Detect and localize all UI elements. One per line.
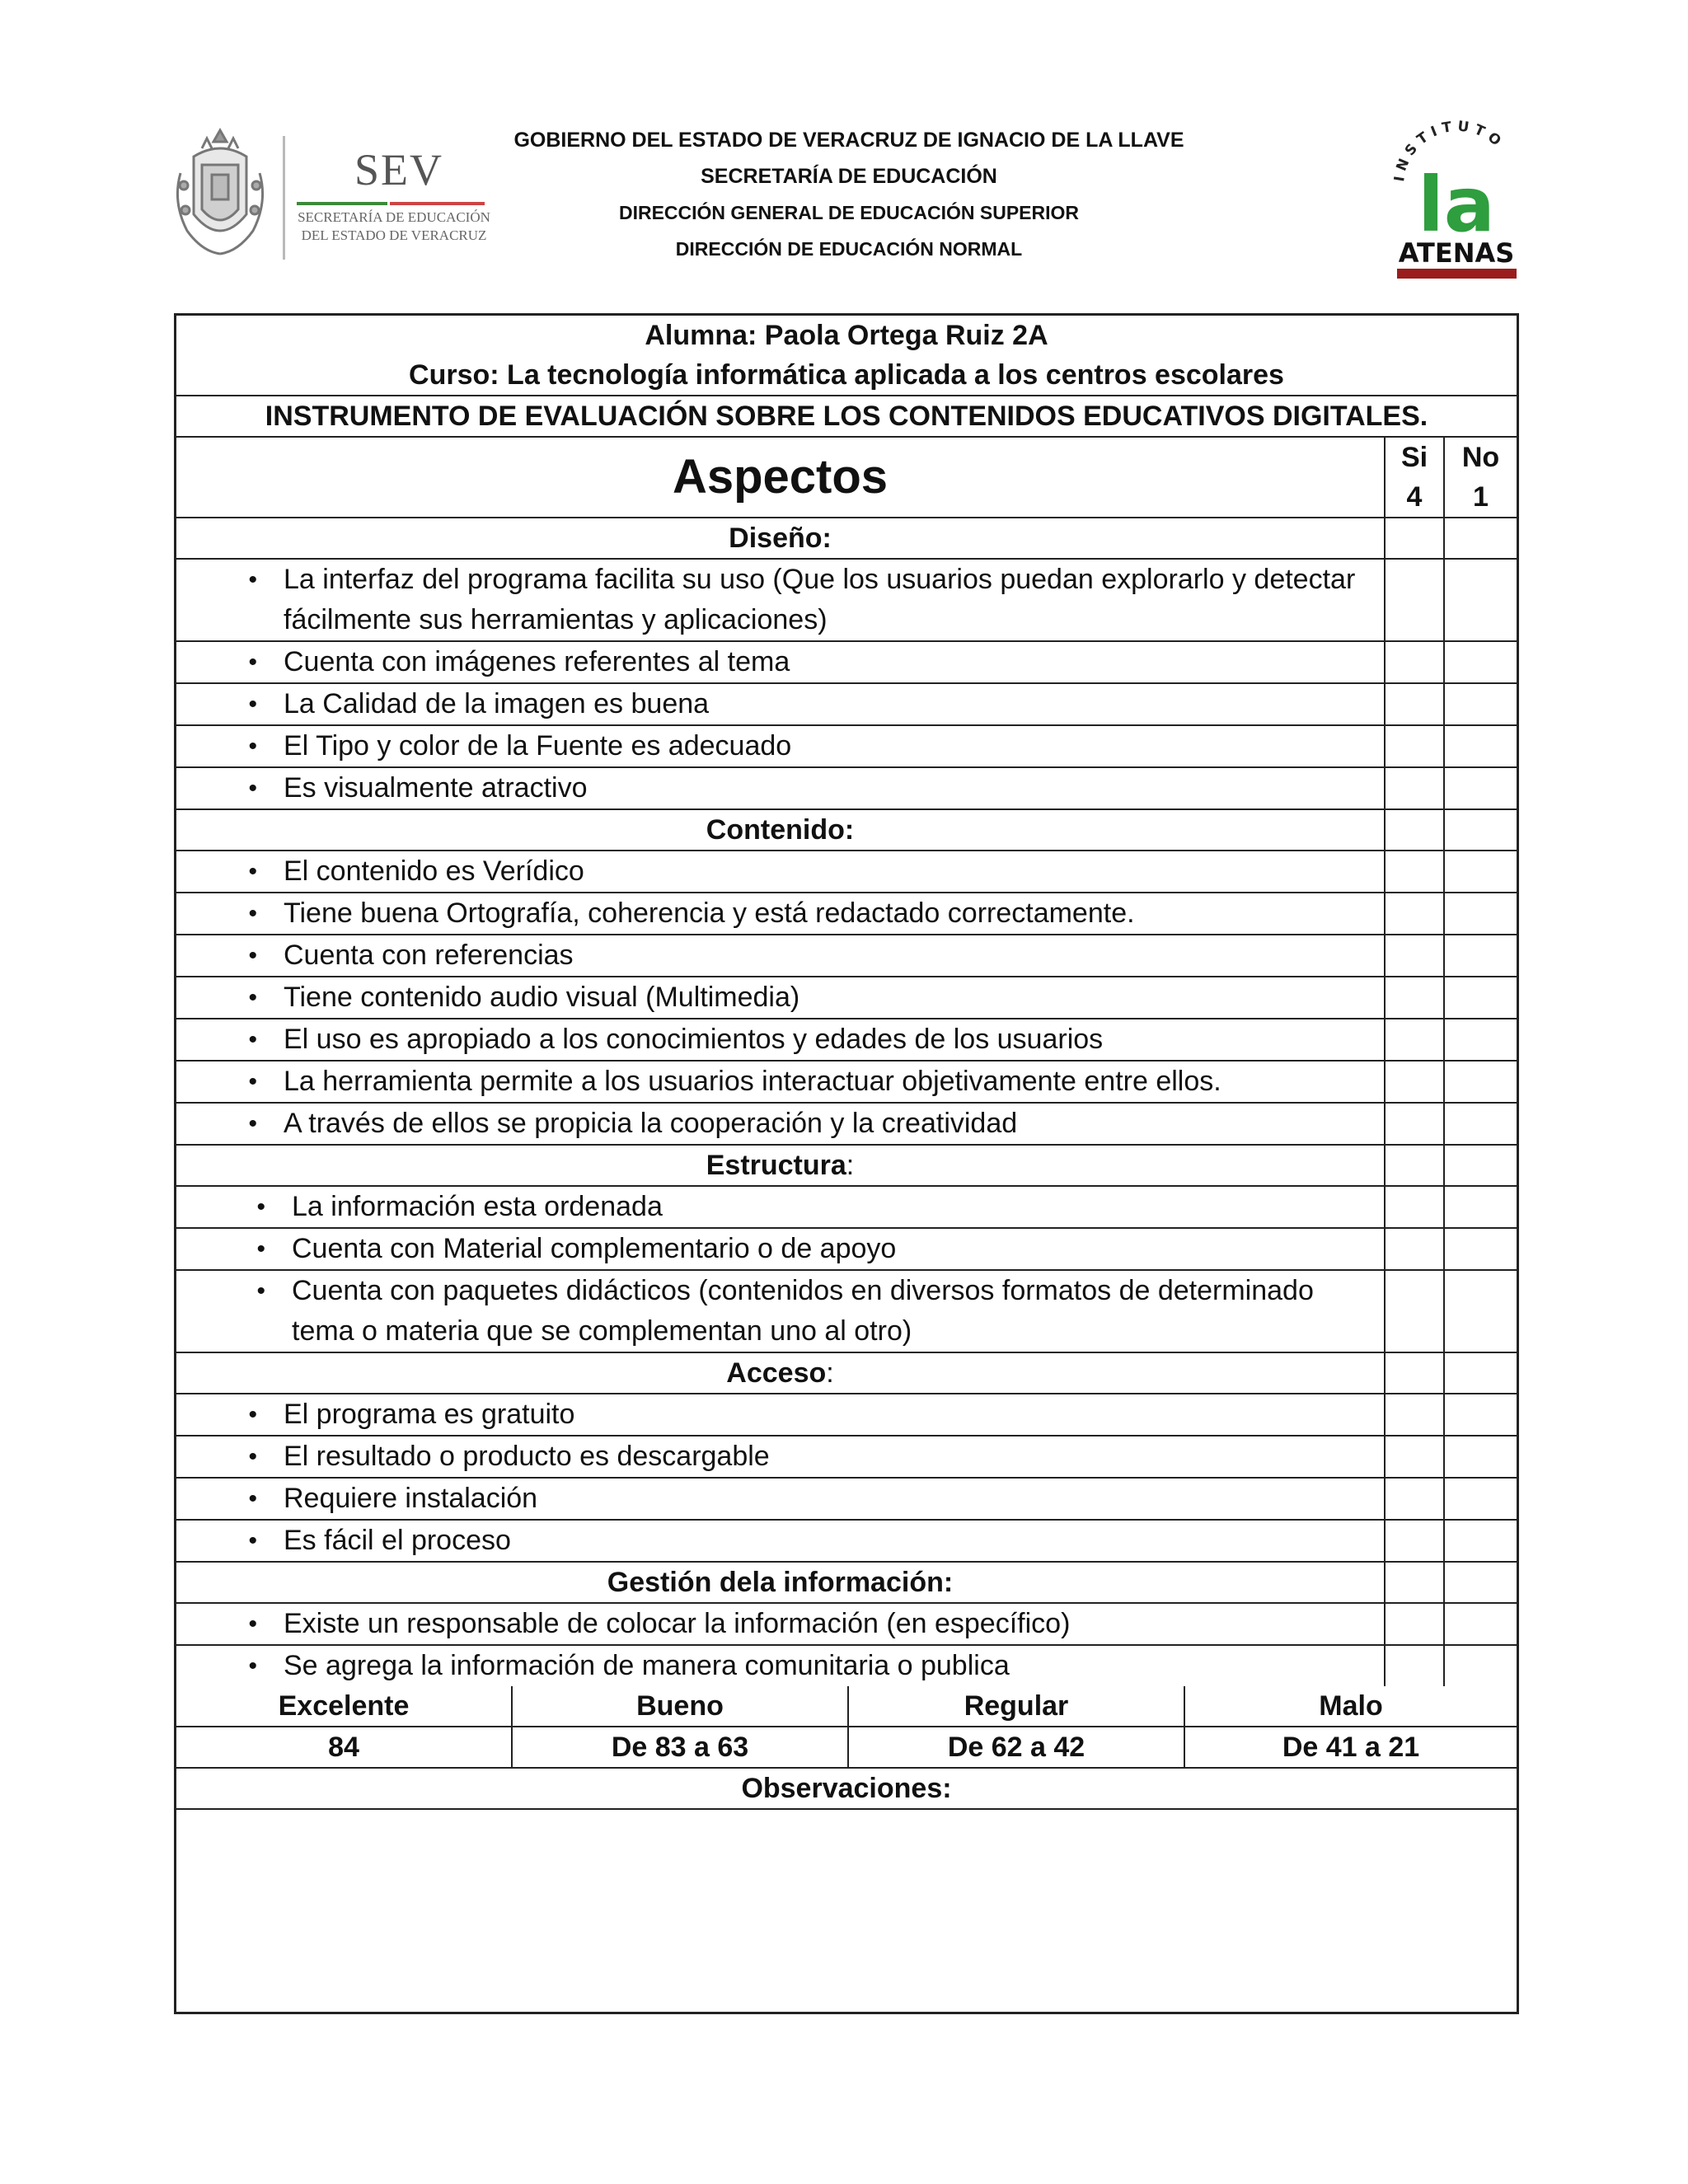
criterion-text: Cuenta con Material complementario o de apoyo [292,1233,897,1264]
no-checkbox-cell[interactable] [1445,1062,1517,1102]
yes-checkbox-cell[interactable] [1386,1436,1445,1477]
no-checkbox-cell[interactable] [1445,1353,1517,1393]
atenas-arc-text: INSTITUTO [1391,118,1508,183]
criterion-text: Cuenta con imágenes referentes al tema [284,646,790,677]
bullet-icon: • [256,1235,265,1263]
bullet-icon: • [248,942,257,969]
criterion [176,642,1386,682]
instituto-atenas-logo [1389,107,1525,284]
criterion-row [176,1436,1517,1479]
section-title-row [176,1563,1517,1604]
criterion-row [176,935,1517,977]
section-title [176,518,1386,558]
criterion-row [176,684,1517,726]
atenas-name: ATENAS [1398,237,1515,269]
bullet-icon: • [248,1527,257,1554]
bullet-icon: • [256,1277,265,1305]
criterion-text: El uso es apropiado a los conocimientos y edades de los usuarios [284,1024,1104,1055]
section-title-row [176,810,1517,851]
section-title-row [176,1353,1517,1394]
scale-label-bueno: Bueno [513,1686,849,1726]
section-title [176,1563,1386,1602]
sev-subtitle-line-2: DEL ESTADO DE VERACRUZ [301,227,487,243]
scale-label-regular: Regular [849,1686,1185,1726]
criterion [176,1104,1386,1144]
document-header [0,0,1688,305]
yes-checkbox-cell[interactable] [1386,1646,1445,1686]
criterion-text: El Tipo y color de la Fuente es adecuado [284,730,792,762]
bullet-icon: • [248,649,257,676]
header-line-secretaria: SECRETARÍA DE EDUCACIÓN [701,165,997,188]
criterion-row [176,1229,1517,1271]
yes-checkbox-cell[interactable] [1386,1521,1445,1561]
yes-checkbox-cell[interactable] [1386,1187,1445,1227]
scale-range-excelente: 84 [176,1727,513,1767]
criterion-text: Cuenta con referencias [284,940,574,971]
criterion-row [176,1394,1517,1436]
header-title-block [495,128,1203,273]
no-checkbox-cell[interactable] [1445,977,1517,1018]
criterion [176,1019,1386,1060]
criterion-text: A través de ellos se propicia la cooperación y la creatividad [284,1108,1018,1139]
criterion-text: Se agrega la información de manera comunitaria o publica [284,1650,1010,1681]
criterion [176,1521,1386,1561]
yes-checkbox-cell[interactable] [1386,977,1445,1018]
criterion-row [176,768,1517,810]
yes-checkbox-cell[interactable] [1386,810,1445,850]
criterion [176,935,1386,976]
section-title-colon: : [846,1150,855,1181]
yes-checkbox-cell[interactable] [1386,1229,1445,1269]
bullet-icon: • [248,1610,257,1638]
no-checkbox-cell[interactable] [1445,726,1517,766]
criterion-text: Es visualmente atractivo [284,772,588,804]
criterion-row [176,642,1517,684]
criterion-row [176,893,1517,935]
criterion-row [176,1187,1517,1229]
section-title-text: Diseño: [729,523,832,554]
no-value: 1 [1473,481,1489,513]
no-checkbox-cell[interactable] [1445,935,1517,976]
scale-label-malo: Malo [1319,1690,1383,1722]
bullet-icon: • [248,733,257,760]
bullet-icon: • [248,1026,257,1053]
criterion-text: El contenido es Verídico [284,855,584,887]
no-checkbox-cell[interactable] [1445,1604,1517,1644]
criterion-row [176,977,1517,1019]
sev-rule-green [297,202,387,205]
no-checkbox-cell[interactable] [1445,1394,1517,1435]
student-course-row [176,316,1517,396]
criterion-text: La información esta ordenada [292,1191,663,1222]
criterion [176,1187,1386,1227]
yes-label: Si [1400,442,1428,473]
no-checkbox-cell[interactable] [1445,684,1517,724]
no-checkbox-cell[interactable] [1445,851,1517,892]
criterion [176,1604,1386,1644]
bullet-icon: • [248,984,257,1011]
criterion-row [176,1646,1517,1686]
observations-area[interactable] [176,1810,1517,2012]
header-line-direccion-normal: DIRECCIÓN DE EDUCACIÓN NORMAL [675,238,1023,260]
student-name: Alumna: Paola Ortega Ruiz 2A [645,320,1048,351]
yes-checkbox-cell[interactable] [1386,1353,1445,1393]
criterion [176,1229,1386,1269]
no-checkbox-cell[interactable] [1445,810,1517,850]
criterion [176,1436,1386,1477]
criterion [176,893,1386,934]
no-checkbox-cell[interactable] [1445,893,1517,934]
atenas-monogram: la [1418,161,1495,249]
yes-column-header [1386,438,1445,517]
criterion-text: Tiene contenido audio visual (Multimedia) [284,982,800,1013]
bullet-icon: • [248,566,257,593]
scale-ranges-row [176,1727,1517,1769]
no-label: No [1461,442,1500,473]
yes-checkbox-cell[interactable] [1386,1479,1445,1519]
scale-range-malo: De 41 a 21 [1282,1732,1420,1763]
bullet-icon: • [248,1652,257,1680]
header-line-direccion-general: DIRECCIÓN GENERAL DE EDUCACIÓN SUPERIOR [618,202,1080,223]
no-checkbox-cell[interactable] [1445,1229,1517,1269]
no-checkbox-cell[interactable] [1445,1187,1517,1227]
criterion-row [176,1521,1517,1563]
no-column-header [1445,438,1517,517]
criterion [176,726,1386,766]
observations-label: Observaciones: [741,1773,952,1804]
bullet-icon: • [248,1401,257,1428]
scale-range-bueno: De 83 a 63 [513,1727,849,1767]
no-checkbox-cell[interactable] [1445,518,1517,558]
yes-checkbox-cell[interactable] [1386,1394,1445,1435]
scale-label-excelente: Excelente [176,1686,513,1726]
criterion-text: Tiene buena Ortografía, coherencia y está redactado correctamente. [284,898,1135,929]
criterion-row [176,1479,1517,1521]
section-title [176,1146,1386,1185]
criterion-text: El resultado o producto es descargable [284,1441,770,1472]
section-title-row [176,518,1517,560]
scale-range-regular: De 62 a 42 [849,1727,1185,1767]
yes-checkbox-cell[interactable] [1386,642,1445,682]
section-title-text: Gestión dela información: [607,1567,954,1598]
criterion [176,1394,1386,1435]
criterion [176,768,1386,808]
criterion-text: El programa es gratuito [284,1399,575,1430]
criterion [176,1271,1386,1352]
no-checkbox-cell[interactable] [1445,642,1517,682]
criterion [176,851,1386,892]
no-checkbox-cell[interactable] [1445,1146,1517,1185]
section-title [176,810,1386,850]
bullet-icon: • [248,1443,257,1470]
observations-header-row [176,1769,1517,1810]
aspects-sections [176,518,1517,1686]
header-line-government: GOBIERNO DEL ESTADO DE VERACRUZ DE IGNACIO DE LA LLAVE [513,129,1184,152]
instrument-title-row [176,396,1517,438]
criterion-row [176,851,1517,893]
criterion-text: Es fácil el proceso [284,1525,511,1556]
no-checkbox-cell[interactable] [1445,560,1517,640]
criterion-row [176,1604,1517,1646]
criterion-text: La herramienta permite a los usuarios interactuar objetivamente entre ellos. [284,1066,1221,1097]
no-checkbox-cell[interactable] [1445,1563,1517,1602]
aspects-header: Aspectos [176,438,1386,517]
yes-checkbox-cell[interactable] [1386,1271,1445,1352]
course-name: Curso: La tecnología informática aplicada a los centros escolares [409,359,1284,391]
criterion [176,1646,1386,1686]
no-checkbox-cell[interactable] [1445,768,1517,808]
sev-wordmark: SEV [354,145,444,194]
no-checkbox-cell[interactable] [1445,1436,1517,1477]
criterion-row [176,1019,1517,1062]
yes-checkbox-cell[interactable] [1386,935,1445,976]
criterion-text: Existe un responsable de colocar la información (en específico) [284,1608,1071,1639]
criterion-row [176,726,1517,768]
section-title [176,1353,1386,1393]
criterion-text: La Calidad de la imagen es buena [284,688,710,719]
no-checkbox-cell[interactable] [1445,1271,1517,1352]
yes-checkbox-cell[interactable] [1386,851,1445,892]
atenas-red-bar [1397,269,1517,279]
bullet-icon: • [248,858,257,885]
sev-rule-red [390,202,485,205]
yes-checkbox-cell[interactable] [1386,1563,1445,1602]
section-title-text: Acceso [726,1357,827,1389]
section-title-text: Contenido: [706,814,855,846]
scale-labels-row [176,1686,1517,1727]
yes-checkbox-cell[interactable] [1386,726,1445,766]
no-checkbox-cell[interactable] [1445,1521,1517,1561]
no-checkbox-cell[interactable] [1445,1646,1517,1686]
section-title-colon: : [826,1357,834,1389]
criterion-row [176,560,1517,642]
criterion-text: Cuenta con paquetes didácticos (contenidos en diversos formatos de determinado tema o materia que se complementan uno al otro) [292,1275,1314,1347]
veracruz-crest-icon [169,124,272,260]
criterion [176,977,1386,1018]
no-checkbox-cell[interactable] [1445,1104,1517,1144]
criterion [176,560,1386,640]
criterion [176,1479,1386,1519]
bullet-icon: • [248,691,257,718]
sev-divider [283,136,285,260]
criterion [176,1062,1386,1102]
instrument-title: INSTRUMENTO DE EVALUACIÓN SOBRE LOS CONTENIDOS EDUCATIVOS DIGITALES. [265,401,1428,432]
yes-checkbox-cell[interactable] [1386,560,1445,640]
yes-checkbox-cell[interactable] [1386,1062,1445,1102]
bullet-icon: • [256,1193,265,1221]
yes-value: 4 [1406,481,1423,513]
yes-checkbox-cell[interactable] [1386,518,1445,558]
aspects-header-row [176,438,1517,518]
bullet-icon: • [248,900,257,927]
criterion-row [176,1062,1517,1104]
yes-checkbox-cell[interactable] [1386,768,1445,808]
criterion-text: Requiere instalación [284,1483,538,1514]
bullet-icon: • [248,1485,257,1512]
yes-checkbox-cell[interactable] [1386,1019,1445,1060]
bullet-icon: • [248,1068,257,1095]
bullet-icon: • [248,1110,257,1137]
criterion-row [176,1271,1517,1353]
yes-checkbox-cell[interactable] [1386,1604,1445,1644]
criterion-row [176,1104,1517,1146]
sev-logo [169,120,490,264]
criterion-text: La interfaz del programa facilita su uso (Que los usuarios puedan explorarlo y detectar fácilmente sus herramientas y aplicaciones) [284,564,1356,635]
yes-checkbox-cell[interactable] [1386,1104,1445,1144]
no-checkbox-cell[interactable] [1445,1019,1517,1060]
yes-checkbox-cell[interactable] [1386,893,1445,934]
bullet-icon: • [248,775,257,802]
no-checkbox-cell[interactable] [1445,1479,1517,1519]
criterion [176,684,1386,724]
yes-checkbox-cell[interactable] [1386,1146,1445,1185]
yes-checkbox-cell[interactable] [1386,684,1445,724]
section-title-row [176,1146,1517,1187]
sev-subtitle [291,209,497,245]
section-title-text: Estructura [706,1150,846,1181]
sev-subtitle-line-1: SECRETARÍA DE EDUCACIÓN [298,209,490,225]
evaluation-form [174,313,1519,2014]
